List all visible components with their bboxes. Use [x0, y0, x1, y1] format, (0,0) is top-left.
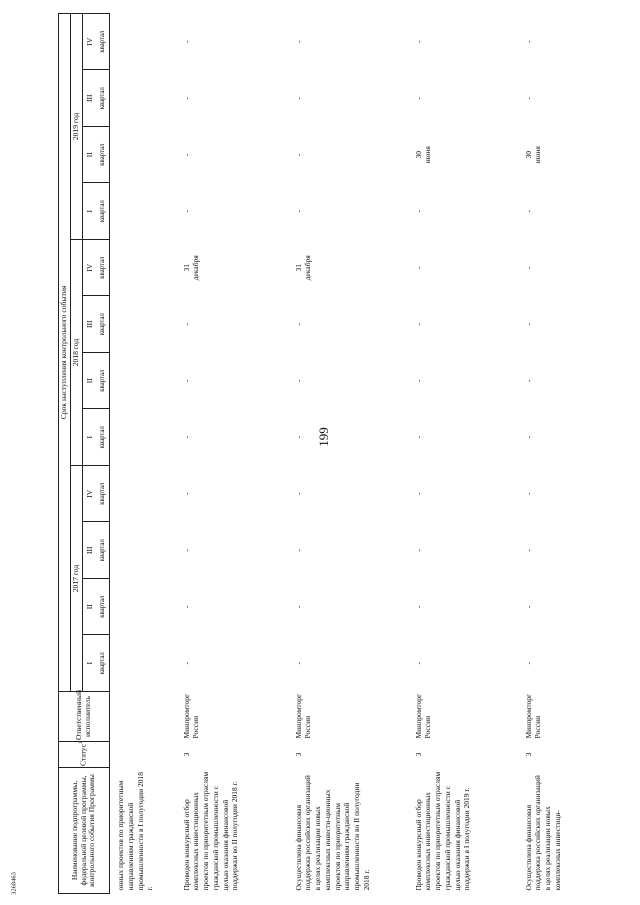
deadline-cell: - — [523, 266, 533, 269]
header-executor: Ответственный исполнитель — [59, 692, 110, 742]
deadline-cell: - — [293, 210, 303, 213]
deadline-cell — [110, 183, 176, 240]
header-quarter-word: квартал — [97, 183, 110, 240]
deadline-cell: - — [293, 605, 303, 608]
header-year-2019: 2019 год — [71, 13, 83, 239]
deadline-cell: - — [413, 97, 423, 100]
header-name: Наименование подпрограммы, федеральной целевой программы, контрольного события Программы — [59, 768, 110, 894]
deadline-cell: - — [181, 40, 191, 43]
header-quarter-numeral: III — [83, 70, 98, 127]
header-quarter-numeral: I — [83, 635, 98, 692]
page-number: 199 — [316, 427, 331, 447]
deadline-cell — [110, 409, 176, 466]
deadline-cell: - — [181, 210, 191, 213]
deadline-cell: - — [413, 379, 423, 382]
rotated-table-container — [58, 14, 584, 894]
deadline-cell: - — [523, 549, 533, 552]
status-cell: 3 — [293, 752, 303, 757]
header-year-2018: 2018 год — [71, 240, 83, 466]
event-name-cell: Осуществлена финансовая поддержка российских организаций в целях реализации новых комплексных инвестици- — [523, 775, 562, 891]
header-quarter-word: квартал — [97, 127, 110, 184]
event-name-cell: онных проектов по приоритетным направлениям гражданской промышленности в I полугодии 2018 г. — [116, 771, 155, 891]
deadline-cell: - — [293, 323, 303, 326]
header-quarter-word: квартал — [97, 70, 110, 127]
table-row — [408, 13, 518, 893]
deadline-cell: - — [293, 492, 303, 495]
deadline-cell: - — [413, 323, 423, 326]
header-quarter-word: квартал — [97, 296, 110, 353]
table-row — [518, 13, 618, 893]
status-cell: 3 — [523, 752, 533, 757]
header-quarter-numeral: III — [83, 296, 98, 353]
event-name-cell: Осуществлена финансовая поддержка российских организаций в целях реализации новых комплексных инвести-ционных проектов по приоритетным направлениям гражданской промышленности во II полугодии 2018 г. — [293, 775, 371, 891]
deadline-cell: 30 июня — [413, 146, 433, 164]
deadline-cell: - — [293, 153, 303, 156]
deadline-cell: - — [413, 40, 423, 43]
deadline-cell: - — [181, 436, 191, 439]
status-cell: 3 — [413, 752, 423, 757]
deadline-cell: - — [181, 605, 191, 608]
executor-cell: Минпромторг России — [181, 693, 201, 739]
header-quarter-numeral: IV — [83, 13, 98, 70]
event-name-cell: Проведен конкурсный отбор комплексных инвестиционных проектов по приоритетным отраслям гражданской промышленности с целью оказания финансовой поддержки в I полугодии 2019 г. — [413, 771, 472, 891]
status-cell — [110, 742, 176, 768]
deadline-cell: - — [523, 662, 533, 665]
status-cell: 3 — [181, 752, 191, 757]
deadline-cell — [110, 466, 176, 523]
table-row — [176, 13, 288, 893]
header-quarter-numeral: IV — [83, 466, 98, 523]
deadline-cell: - — [181, 549, 191, 552]
document-code: 3268463 — [10, 872, 18, 895]
deadline-cell: - — [293, 97, 303, 100]
table-row — [110, 13, 176, 893]
deadline-cell: - — [523, 323, 533, 326]
executor-cell: Минпромторг России — [413, 693, 433, 739]
control-events-table — [58, 13, 618, 894]
header-status: Статус$^1$ — [59, 742, 110, 768]
header-quarter-numeral: II — [83, 579, 98, 636]
deadline-cell: 31 декабря — [181, 255, 201, 281]
deadline-cell: - — [181, 323, 191, 326]
deadline-cell: - — [523, 210, 533, 213]
deadline-cell: - — [413, 605, 423, 608]
deadline-cell: - — [523, 605, 533, 608]
executor-cell: Минпромторг России — [293, 693, 313, 739]
deadline-cell: - — [523, 40, 533, 43]
deadline-cell: 30 июня — [523, 146, 543, 164]
deadline-cell: - — [293, 379, 303, 382]
header-quarter-numeral: I — [83, 183, 98, 240]
deadline-cell — [110, 353, 176, 410]
deadline-cell — [110, 240, 176, 297]
deadline-cell: - — [523, 492, 533, 495]
header-quarter-numeral: II — [83, 353, 98, 410]
header-quarter-word: квартал — [97, 579, 110, 636]
event-name-cell: Проведен конкурсный отбор комплексных инвестиционных проектов по приоритетным отраслям гражданской промышленности с целью оказания финансовой поддержки во II полугодии 2018 г. — [181, 771, 240, 891]
header-quarter-word: квартал — [97, 635, 110, 692]
deadline-cell: - — [293, 549, 303, 552]
deadline-cell: - — [293, 436, 303, 439]
deadline-cell — [110, 13, 176, 70]
deadline-cell: - — [181, 379, 191, 382]
deadline-cell: - — [181, 153, 191, 156]
deadline-cell: - — [413, 436, 423, 439]
deadline-cell — [110, 70, 176, 127]
deadline-cell: - — [523, 436, 533, 439]
deadline-cell: - — [523, 379, 533, 382]
deadline-cell: - — [413, 210, 423, 213]
header-year-2017: 2017 год — [71, 466, 83, 692]
deadline-cell: - — [413, 266, 423, 269]
deadline-cell: - — [181, 662, 191, 665]
header-quarter-word: квартал — [97, 353, 110, 410]
deadline-cell: - — [523, 97, 533, 100]
deadline-cell: 31 декабря — [293, 255, 313, 281]
header-quarter-word: квартал — [97, 13, 110, 70]
executor-cell — [110, 692, 176, 742]
deadline-cell: - — [293, 40, 303, 43]
header-quarter-word: квартал — [97, 466, 110, 523]
header-quarter-numeral: I — [83, 409, 98, 466]
deadline-cell — [110, 522, 176, 579]
header-quarter-numeral: III — [83, 522, 98, 579]
deadline-cell: - — [413, 549, 423, 552]
header-quarter-word: квартал — [97, 522, 110, 579]
header-quarter-numeral: II — [83, 127, 98, 184]
deadline-cell: - — [413, 492, 423, 495]
header-quarter-word: квартал — [97, 409, 110, 466]
header-quarter-word: квартал — [97, 240, 110, 297]
deadline-cell: - — [293, 662, 303, 665]
table-row — [288, 13, 408, 893]
deadline-cell — [110, 579, 176, 636]
deadline-cell: - — [181, 492, 191, 495]
deadline-cell — [110, 296, 176, 353]
header-deadline: Срок наступления контрольного события — [59, 13, 71, 691]
deadline-cell — [110, 635, 176, 692]
executor-cell: Минпромторг России — [523, 693, 543, 739]
header-quarter-numeral: IV — [83, 240, 98, 297]
deadline-cell: - — [181, 97, 191, 100]
deadline-cell — [110, 127, 176, 184]
deadline-cell: - — [413, 662, 423, 665]
